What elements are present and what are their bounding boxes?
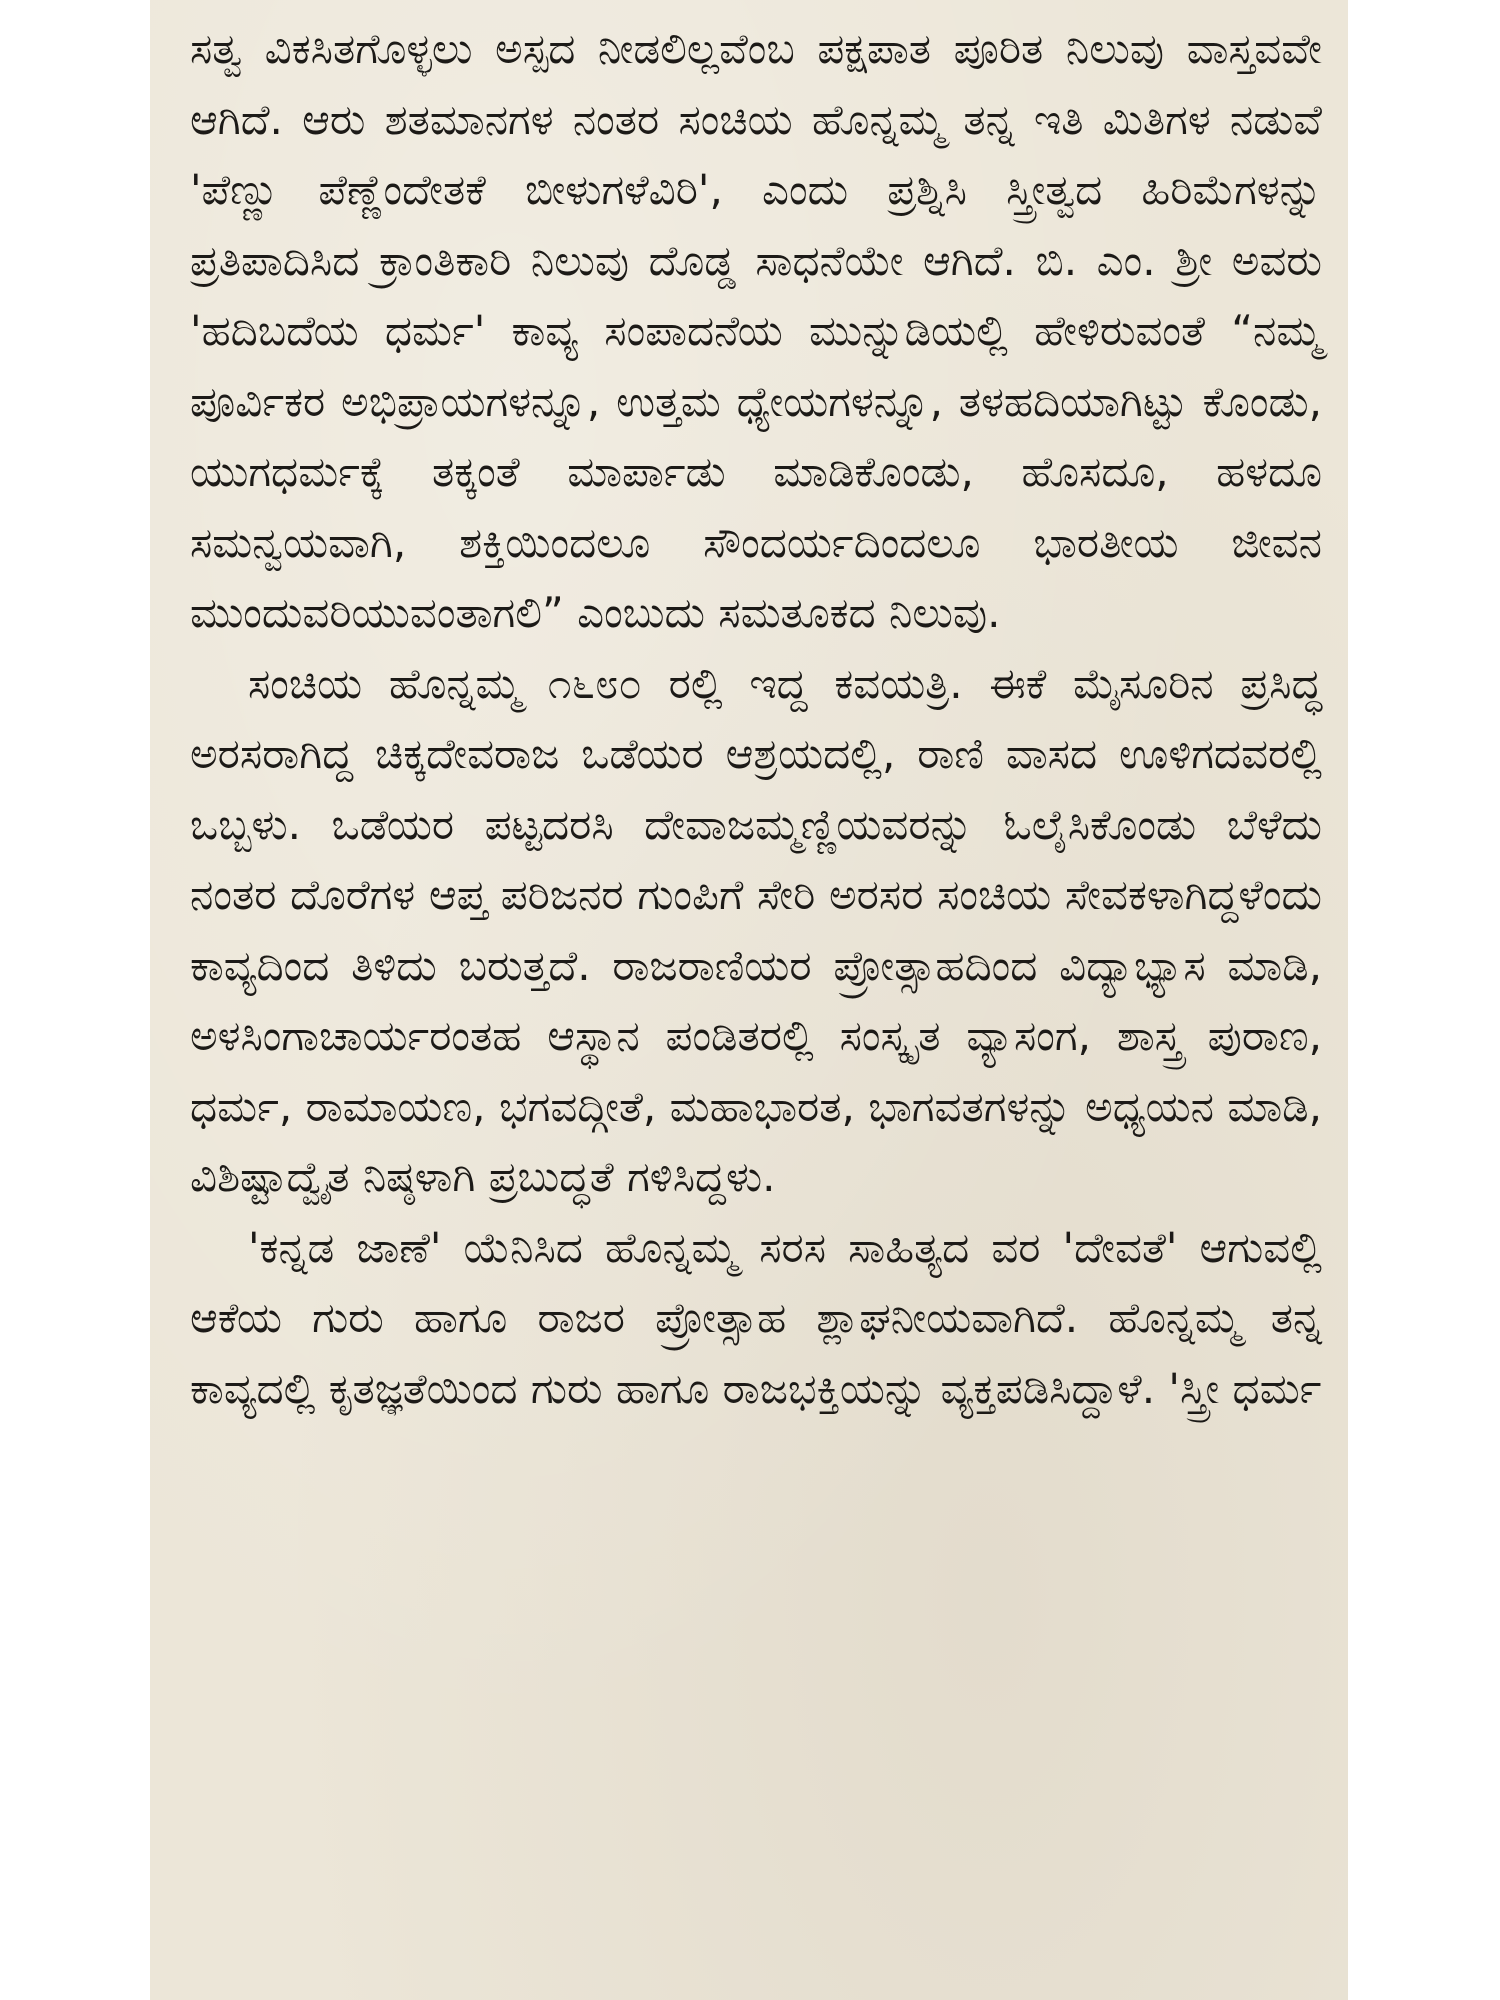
paragraph-1: ಸತ್ವ ವಿಕಸಿತಗೊಳ್ಳಲು ಅಸ್ಪದ ನೀಡಲಿಲ್ಲವೆಂಬ ಪಕ್ಷಪಾತ ಪೂರಿತ ನಿಲುವು ವಾಸ್ತವವೇ ಆಗಿದೆ. ಆರು ಶತಮಾನಗಳ ನಂತರ ಸಂಚಿಯ ಹೊನ್ನಮ್ಮ ತನ್ನ ಇತಿ ಮಿತಿಗಳ ನಡುವೆ 'ಪೆಣ್ಣು ಪೆಣ್ಣೆಂದೇತಕೆ ಬೀಳುಗಳೆವಿರಿ', ಎಂದು ಪ್ರಶ್ನಿಸಿ ಸ್ತ್ರೀತ್ವದ ಹಿರಿಮೆಗಳನ್ನು ಪ್ರತಿಪಾದಿಸಿದ ಕ್ರಾಂತಿಕಾರಿ ನಿಲುವು ದೊಡ್ಡ ಸಾಧನೆಯೇ ಆಗಿದೆ. ಬಿ. ಎಂ. ಶ್ರೀ ಅವರು 'ಹದಿಬದೆಯ ಧರ್ಮ' ಕಾವ್ಯ ಸಂಪಾದನೆಯ ಮುನ್ನುಡಿಯಲ್ಲಿ ಹೇಳಿರುವಂತೆ “ನಮ್ಮ ಪೂರ್ವಿಕರ ಅಭಿಪ್ರಾಯಗಳನ್ನೂ, ಉತ್ತಮ ಧ್ಯೇಯಗಳನ್ನೂ, ತಳಹದಿಯಾಗಿಟ್ಟು ಕೊಂಡು, ಯುಗಧರ್ಮಕ್ಕೆ ತಕ್ಕಂತೆ ಮಾರ್ಪಾಡು ಮಾಡಿಕೊಂಡು, ಹೊಸದೂ, ಹಳದೂ ಸಮನ್ವಯವಾಗಿ, ಶಕ್ತಿಯಿಂದಲೂ ಸೌಂದರ್ಯದಿಂದಲೂ ಭಾರತೀಯ ಜೀವನ ಮುಂದುವರಿಯುವಂತಾಗಲಿ” ಎಂಬುದು ಸಮತೂಕದ ನಿಲುವು. <box>190 24 1322 637</box>
paragraph-2: ಸಂಚಿಯ ಹೊನ್ನಮ್ಮ ೧೬೮೦ ರಲ್ಲಿ ಇದ್ದ ಕವಯತ್ರಿ. ಈಕೆ ಮೈಸೂರಿನ ಪ್ರಸಿದ್ಧ ಅರಸರಾಗಿದ್ದ ಚಿಕ್ಕದೇವರಾಜ ಒಡೆಯರ ಆಶ್ರಯದಲ್ಲಿ, ರಾಣಿ ವಾಸದ ಊಳಿಗದವರಲ್ಲಿ ಒಬ್ಬಳು. ಒಡೆಯರ ಪಟ್ಟದರಸಿ ದೇವಾಜಮ್ಮಣ್ಣಿಯವರನ್ನು ಓಲೈಸಿಕೊಂಡು ಬೆಳೆದು ನಂತರ ದೊರೆಗಳ ಆಪ್ತ ಪರಿಜನರ ಗುಂಪಿಗೆ ಸೇರಿ ಅರಸರ ಸಂಚಿಯ ಸೇವಕಳಾಗಿದ್ದಳೆಂದು ಕಾವ್ಯದಿಂದ ತಿಳಿದು ಬರುತ್ತದೆ. ರಾಜರಾಣಿಯರ ಪ್ರೋತ್ಸಾಹದಿಂದ ವಿದ್ಯಾಭ್ಯಾಸ ಮಾಡಿ, ಅಳಸಿಂಗಾಚಾರ್ಯರಂತಹ ಆಸ್ಥಾನ ಪಂಡಿತರಲ್ಲಿ ಸಂಸ್ಕೃತ ವ್ಯಾಸಂಗ, ಶಾಸ್ತ್ರ ಪುರಾಣ, ಧರ್ಮ, ರಾಮಾಯಣ, ಭಗವದ್ಗೀತೆ, ಮಹಾಭಾರತ, ಭಾಗವತಗಳನ್ನು ಅಧ್ಯಯನ ಮಾಡಿ, ವಿಶಿಷ್ಟಾದ್ವೈತ ನಿಷ್ಠಳಾಗಿ ಪ್ರಬುದ್ಧತೆ ಗಳಿಸಿದ್ದಳು. <box>190 658 1322 1201</box>
body-text <box>190 14 1322 1424</box>
paragraph-3: 'ಕನ್ನಡ ಜಾಣೆ' ಯೆನಿಸಿದ ಹೊನ್ನಮ್ಮ ಸರಸ ಸಾಹಿತ್ಯದ ವರ 'ದೇವತೆ' ಆಗುವಲ್ಲಿ ಆಕೆಯ ಗುರು ಹಾಗೂ ರಾಜರ ಪ್ರೋತ್ಸಾಹ ಶ್ಲಾಘನೀಯವಾಗಿದೆ. ಹೊನ್ನಮ್ಮ ತನ್ನ ಕಾವ್ಯದಲ್ಲಿ ಕೃತಜ್ಞತೆಯಿಂದ ಗುರು ಹಾಗೂ ರಾಜಭಕ್ತಿಯನ್ನು ವ್ಯಕ್ತಪಡಿಸಿದ್ದಾಳೆ. 'ಸ್ತ್ರೀ ಧರ್ಮ <box>190 1222 1322 1413</box>
book-page <box>150 0 1348 2000</box>
